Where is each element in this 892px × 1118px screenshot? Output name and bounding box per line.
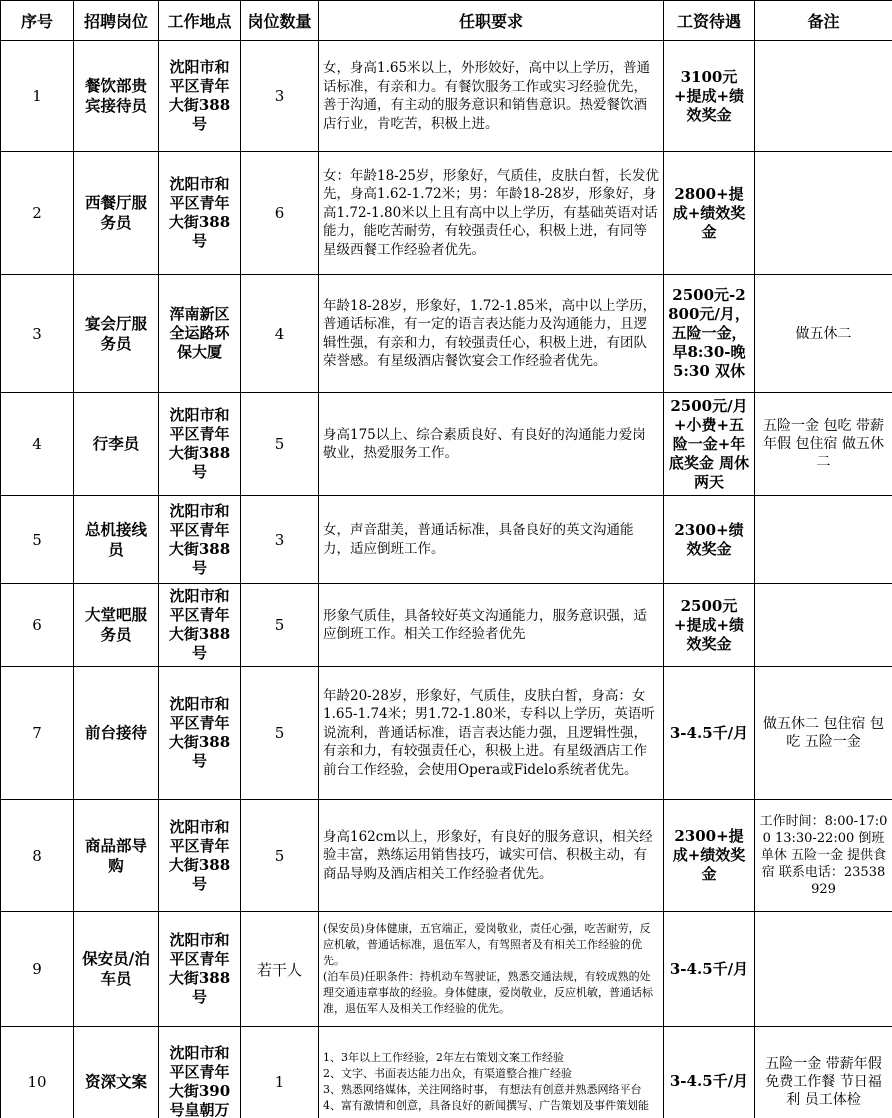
cell-no: 2	[1, 152, 74, 275]
header-position: 招聘岗位	[74, 1, 159, 41]
requirement-paragraph: 年龄20-28岁，形象好，气质佳，皮肤白皙，身高：女 1.65-1.74米；男1.72-1.80米，专科以上学历，英语听说流利，普通话标准，语言表达能力强，且逻辑性强，有亲和力，有较强责任心，积极上进。有星级酒店工作前台工作经验，会使用Opera或Fidelo系统者优先。	[323, 687, 655, 778]
requirement-paragraph: 2、文字、书面表达能力出众，有渠道整合推广经验	[323, 1066, 572, 1080]
requirement-paragraph: 女：年龄18-25岁，形象好，气质佳，皮肤白皙，长发优先，身高1.62-1.72米；男：年龄18-28岁，形象好，身高1.72-1.80米以上且有高中以上学历，有基础英语对话能力，能吃苦耐劳，有较强责任心，积极上进，有同等星级西餐工作经验者优先。	[323, 167, 659, 258]
cell-count: 5	[241, 584, 319, 667]
cell-notes: 五险一金 包吃 带薪年假 包住宿 做五休二	[755, 393, 892, 496]
requirement-paragraph: 身高175以上、综合素质良好、有良好的沟通能力爱岗敬业，热爱服务工作。	[323, 426, 646, 461]
cell-count: 6	[241, 152, 319, 275]
requirement-paragraph: 1、3年以上工作经验，2年左右策划文案工作经验	[323, 1050, 564, 1064]
cell-requirements	[319, 800, 664, 912]
cell-count: 5	[241, 667, 319, 800]
cell-count: 4	[241, 275, 319, 393]
cell-salary: 3100元+提成+绩效奖金	[664, 41, 755, 152]
header-notes: 备注	[755, 1, 892, 41]
cell-no: 3	[1, 275, 74, 393]
table-row	[1, 1027, 892, 1118]
cell-location: 沈阳市和平区青年大街388号	[159, 584, 241, 667]
cell-salary: 3-4.5千/月	[664, 667, 755, 800]
requirement-paragraph: (泊车员)任职条件：持机动车驾驶证，熟悉交通法规，有较成熟的处理交通违章事故的经验。身体健康，爱岗敬业，反应机敏，普通话标准，退伍军人及相关工作经验的优先。	[323, 970, 653, 1015]
cell-requirements	[319, 275, 664, 393]
cell-no: 9	[1, 912, 74, 1027]
cell-position: 总机接线员	[74, 496, 159, 584]
cell-notes	[755, 496, 892, 584]
requirement-paragraph: 4、富有激情和创意，具备良好的新闻撰写、广告策划及事件策划能	[323, 1098, 649, 1112]
table-row	[1, 667, 892, 800]
cell-location: 沈阳市和平区青年大街388号	[159, 152, 241, 275]
cell-requirements	[319, 393, 664, 496]
cell-position: 保安员/泊车员	[74, 912, 159, 1027]
cell-notes	[755, 152, 892, 275]
cell-position: 宴会厅服务员	[74, 275, 159, 393]
cell-location: 沈阳市和平区青年大街388号	[159, 393, 241, 496]
table-row	[1, 275, 892, 393]
cell-salary: 3-4.5千/月	[664, 912, 755, 1027]
cell-no: 7	[1, 667, 74, 800]
header-location: 工作地点	[159, 1, 241, 41]
cell-no: 5	[1, 496, 74, 584]
table-row	[1, 800, 892, 912]
cell-position: 餐饮部贵宾接待员	[74, 41, 159, 152]
cell-salary: 2500元-2800元/月，五险一金，早8:30-晚5:30 双休	[664, 275, 755, 393]
cell-salary: 2300+提成+绩效奖金	[664, 800, 755, 912]
cell-location: 沈阳市和平区青年大街388号	[159, 667, 241, 800]
cell-location: 沈阳市和平区青年大街388号	[159, 496, 241, 584]
requirement-paragraph: 女，身高1.65米以上，外形姣好，高中以上学历，普通话标准，有亲和力。有餐饮服务工作或实习经验优先，善于沟通，有主动的服务意识和销售意识。热爱餐饮酒店行业，肯吃苦，积极上进。	[323, 60, 651, 132]
cell-count: 1	[241, 1027, 319, 1118]
cell-salary: 3-4.5千/月	[664, 1027, 755, 1118]
cell-requirements	[319, 152, 664, 275]
cell-notes	[755, 41, 892, 152]
cell-salary: 2500元+提成+绩效奖金	[664, 584, 755, 667]
requirement-paragraph: 身高162cm以上，形象好，有良好的服务意识，相关经验丰富，熟练运用销售技巧，诚实可信、积极主动，有商品导购及酒店相关工作经验者优先。	[323, 828, 653, 882]
requirement-paragraph: (保安员)身体健康，五官端正，爱岗敬业，责任心强，吃苦耐劳，反应机敏，普通话标准，退伍军人，有驾照者及有相关工作经验的优先。	[323, 922, 651, 967]
requirement-paragraph: 形象气质佳，具备较好英文沟通能力，服务意识强，适应倒班工作。相关工作经验者优先	[323, 607, 647, 642]
table-row	[1, 152, 892, 275]
table-row	[1, 41, 892, 152]
cell-requirements	[319, 41, 664, 152]
cell-position: 资深文案	[74, 1027, 159, 1118]
table-row	[1, 584, 892, 667]
header-count: 岗位数量	[241, 1, 319, 41]
cell-count: 5	[241, 393, 319, 496]
cell-notes: 工作时间：8:00-17:00 13:30-22:00 倒班 单休 五险一金 提供食宿 联系电话：23538929	[755, 800, 892, 912]
cell-location: 沈阳市和平区青年大街388号	[159, 800, 241, 912]
cell-position: 前台接待	[74, 667, 159, 800]
requirement-paragraph: 3、熟悉网络媒体，关注网络时事， 有想法有创意并熟悉网络平台	[323, 1082, 642, 1096]
cell-location: 沈阳市和平区青年大街388号	[159, 912, 241, 1027]
cell-no: 4	[1, 393, 74, 496]
cell-no: 1	[1, 41, 74, 152]
cell-position: 大堂吧服务员	[74, 584, 159, 667]
cell-salary: 2300+绩效奖金	[664, 496, 755, 584]
cell-count: 3	[241, 496, 319, 584]
cell-notes: 做五休二	[755, 275, 892, 393]
cell-salary: 2800+提成+绩效奖金	[664, 152, 755, 275]
cell-location: 沈阳市和平区青年大街390号皇朝万	[159, 1027, 241, 1118]
header-salary: 工资待遇	[664, 1, 755, 41]
table-row	[1, 912, 892, 1027]
cell-no: 10	[1, 1027, 74, 1118]
cell-requirements	[319, 667, 664, 800]
cell-notes	[755, 912, 892, 1027]
cell-requirements	[319, 912, 664, 1027]
cell-no: 6	[1, 584, 74, 667]
cell-notes: 做五休二 包住宿 包吃 五险一金	[755, 667, 892, 800]
cell-location: 浑南新区全运路环保大厦	[159, 275, 241, 393]
cell-count: 若干人	[241, 912, 319, 1027]
cell-count: 3	[241, 41, 319, 152]
cell-salary: 2500元/月+小费+五险一金+年底奖金 周休两天	[664, 393, 755, 496]
cell-count: 5	[241, 800, 319, 912]
cell-requirements	[319, 1027, 664, 1118]
cell-location: 沈阳市和平区青年大街388号	[159, 41, 241, 152]
table-row	[1, 393, 892, 496]
requirement-paragraph: 年龄18-28岁，形象好，1.72-1.85米，高中以上学历，普通话标准，有一定的语言表达能力及沟通能力，且逻辑性强，有亲和力，有较强责任心，积极上进，有团队荣誉感。有星级酒店餐饮宴会工作经验者优先。	[323, 297, 657, 369]
cell-notes: 五险一金 带薪年假 免费工作餐 节日福利 员工体检	[755, 1027, 892, 1118]
cell-no: 8	[1, 800, 74, 912]
cell-position: 商品部导购	[74, 800, 159, 912]
table-row	[1, 496, 892, 584]
cell-notes	[755, 584, 892, 667]
cell-requirements	[319, 584, 664, 667]
header-no: 序号	[1, 1, 74, 41]
header-requirements: 任职要求	[319, 1, 664, 41]
header-row	[1, 1, 892, 41]
cell-requirements	[319, 496, 664, 584]
requirement-paragraph: 女，声音甜美，普通话标准，具备良好的英文沟通能力，适应倒班工作。	[323, 522, 634, 557]
cell-position: 行李员	[74, 393, 159, 496]
cell-position: 西餐厅服务员	[74, 152, 159, 275]
job-rows	[1, 41, 892, 1118]
